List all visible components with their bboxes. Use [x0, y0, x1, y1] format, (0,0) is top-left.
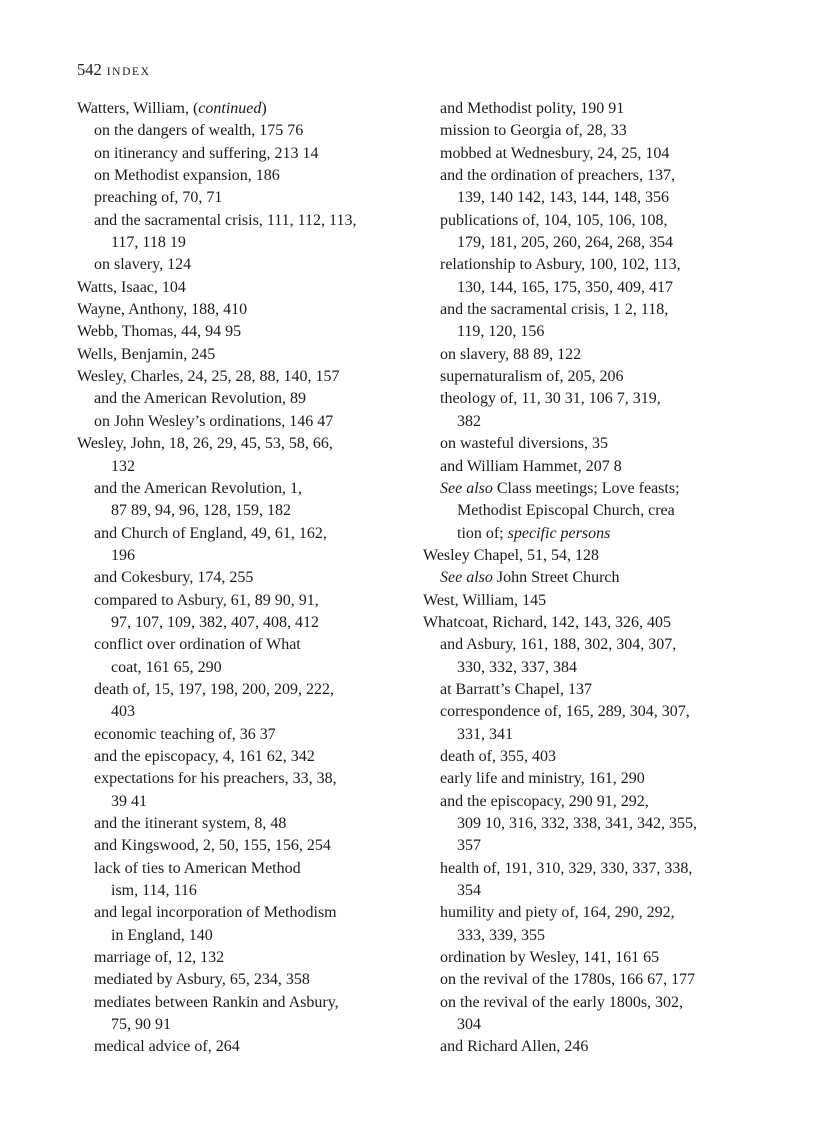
index-entry [423, 545, 763, 567]
index-entry [77, 456, 417, 478]
index-entry [77, 791, 417, 813]
index-column-left [77, 98, 417, 1059]
index-entry [77, 880, 417, 902]
index-entry-text: 333, 339, 355 [457, 926, 545, 944]
index-entry [77, 98, 417, 120]
index-entry [423, 232, 763, 254]
index-entry [77, 299, 417, 321]
index-entry [423, 321, 763, 343]
index-entry-text: medical advice of, 264 [94, 1038, 240, 1056]
index-entry [77, 1036, 417, 1058]
index-entry-text: 117, 118 19 [111, 234, 186, 252]
index-entry [423, 768, 763, 790]
index-entry-text: Watters, William, ( [77, 100, 199, 117]
index-entry [423, 299, 763, 321]
index-entry [77, 992, 417, 1014]
index-entry-text: and legal incorporation of Methodism [94, 904, 337, 922]
index-entry [423, 634, 763, 656]
index-entry [77, 277, 417, 299]
index-entry-text: on the dangers of wealth, 175 76 [94, 122, 304, 140]
index-entry-text: mediates between Rankin and Asbury, [94, 993, 339, 1011]
index-entry [423, 210, 763, 232]
index-entry-text: humility and piety of, 164, 290, 292, [440, 904, 675, 922]
index-entry [423, 143, 763, 165]
index-entry [77, 634, 417, 656]
index-entry [423, 835, 763, 857]
index-entry-text: and the sacramental crisis, 1 2, 118, [440, 301, 669, 319]
index-entry [423, 590, 763, 612]
index-entry [77, 567, 417, 589]
index-entry-text: 132 [111, 457, 135, 475]
index-entry [423, 612, 763, 634]
index-entry [423, 902, 763, 924]
index-entry-text: 330, 332, 337, 384 [457, 658, 577, 676]
index-entry [77, 411, 417, 433]
index-entry [423, 969, 763, 991]
index-entry-text: and the ordination of preachers, 137, [440, 167, 676, 185]
index-entry-text: Wesley, Charles, 24, 25, 28, 88, 140, 157 [77, 368, 340, 386]
index-entry-text: 39 41 [111, 792, 147, 810]
index-entry [423, 478, 763, 500]
index-entry [77, 679, 417, 701]
index-entry [423, 724, 763, 746]
index-entry [423, 98, 763, 120]
index-entry-text: 119, 120, 156 [457, 323, 545, 341]
index-entry [423, 254, 763, 276]
index-entry-text: and the itinerant system, 8, 48 [94, 815, 287, 832]
index-entry-text: publications of, 104, 105, 106, 108, [440, 211, 668, 229]
index-entry-text: Class meetings; Love feasts; [492, 479, 680, 497]
index-entry-text: 97, 107, 109, 382, 407, 408, 412 [111, 613, 319, 631]
index-entry-text: on slavery, 88 89, 122 [440, 345, 582, 363]
index-entry-text: economic teaching of, 36 37 [94, 725, 276, 743]
index-entry [423, 1036, 763, 1058]
index-entry-text: and Kingswood, 2, 50, 155, 156, 254 [94, 837, 331, 855]
page-number: 542 [77, 60, 102, 79]
index-entry-text: preaching of, 70, 71 [94, 189, 223, 207]
index-entry-text: mission to Georgia of, 28, 33 [440, 122, 627, 140]
index-entry-text: ) [261, 100, 267, 117]
index-entry-text: on wasteful diversions, 35 [440, 435, 608, 453]
index-entry [423, 746, 763, 768]
index-entry-text: 403 [111, 703, 135, 721]
index-entry-text: 354 [457, 882, 481, 900]
index-entry-text: 87 89, 94, 96, 128, 159, 182 [111, 502, 291, 520]
index-entry-text: mobbed at Wednesbury, 24, 25, 104 [440, 144, 670, 162]
index-entry [423, 701, 763, 723]
index-entry [77, 254, 417, 276]
index-entry [423, 344, 763, 366]
index-entry [77, 813, 417, 835]
index-entry [77, 187, 417, 209]
index-entry [423, 456, 763, 478]
index-entry [423, 366, 763, 388]
index-entry-text: early life and ministry, 161, 290 [440, 770, 645, 788]
index-entry [77, 590, 417, 612]
index-entry-text: 75, 90 91 [111, 1016, 171, 1034]
index-entry [77, 768, 417, 790]
index-entry-text: ordination by Wesley, 141, 161 65 [440, 949, 660, 967]
index-entry-italic-text: See also [440, 479, 493, 497]
index-entry-text: theology of, 11, 30 31, 106 7, 319, [440, 390, 661, 408]
index-entry-text: lack of ties to American Method [94, 859, 301, 877]
index-entry [77, 500, 417, 522]
index-entry-text: and the episcopacy, 4, 161 62, 342 [94, 747, 315, 765]
index-entry [77, 925, 417, 947]
index-entry [77, 523, 417, 545]
index-entry [77, 947, 417, 969]
index-entry [77, 902, 417, 924]
index-column-right [423, 98, 763, 1059]
index-entry [423, 791, 763, 813]
index-entry [423, 925, 763, 947]
index-entry-text: 196 [111, 546, 135, 564]
index-entry-text: on slavery, 124 [94, 256, 192, 274]
index-entry-text: compared to Asbury, 61, 89 90, 91, [94, 591, 319, 609]
index-entry [423, 813, 763, 835]
index-entry-text: 304 [457, 1016, 481, 1034]
index-entry-text: on John Wesley’s ordinations, 146 47 [94, 412, 334, 430]
index-entry [77, 657, 417, 679]
index-entry-text: tion of; [457, 524, 508, 542]
index-entry [423, 388, 763, 410]
index-entry-italic-text: continued [198, 100, 262, 117]
index-entry-text: and the American Revolution, 1, [94, 479, 302, 497]
index-entry-text: death of, 355, 403 [440, 747, 556, 765]
index-entry [423, 992, 763, 1014]
index-entry [77, 478, 417, 500]
index-entry [77, 366, 417, 388]
index-entry-text: Wesley, John, 18, 26, 29, 45, 53, 58, 66, [77, 435, 333, 453]
index-entry-text: and the American Revolution, 89 [94, 390, 306, 408]
index-entry [423, 679, 763, 701]
index-entry-text: and the episcopacy, 290 91, 292, [440, 792, 649, 810]
index-entry-text: and Church of England, 49, 61, 162, [94, 524, 327, 542]
index-entry-text: supernaturalism of, 205, 206 [440, 368, 624, 386]
index-entry-text: Wayne, Anthony, 188, 410 [77, 301, 248, 319]
index-entry-text: health of, 191, 310, 329, 330, 337, 338, [440, 859, 693, 877]
index-entry [423, 277, 763, 299]
index-entry [423, 1014, 763, 1036]
index-entry [77, 143, 417, 165]
index-entry-text: West, William, 145 [423, 591, 547, 609]
index-entry [77, 120, 417, 142]
index-entry-italic-text: See also [440, 569, 493, 587]
index-entry [77, 746, 417, 768]
index-entry [423, 657, 763, 679]
index-entry-text: on itinerancy and suffering, 213 14 [94, 144, 319, 162]
index-entry [423, 523, 763, 545]
index-entry [77, 165, 417, 187]
index-entry [77, 344, 417, 366]
index-entry-text: at Barratt’s Chapel, 137 [440, 680, 592, 698]
index-entry-text: and the sacramental crisis, 111, 112, 113, [94, 211, 357, 229]
index-entry-text: 139, 140 142, 143, 144, 148, 356 [457, 189, 669, 207]
index-entry [423, 165, 763, 187]
index-entry-text: 357 [457, 837, 481, 855]
index-entry [77, 724, 417, 746]
index-entry [423, 411, 763, 433]
index-entry-text: expectations for his preachers, 33, 38, [94, 770, 337, 788]
index-entry [77, 545, 417, 567]
index-entry-text: relationship to Asbury, 100, 102, 113, [440, 256, 681, 274]
running-head: INDEX [106, 66, 151, 78]
index-entry-text: Wells, Benjamin, 245 [77, 345, 216, 363]
index-entry [77, 835, 417, 857]
index-entry-text: and William Hammet, 207 8 [440, 457, 622, 475]
index-entry-text: Webb, Thomas, 44, 94 95 [77, 323, 242, 341]
index-entry-text: John Street Church [492, 569, 620, 587]
index-entry [77, 858, 417, 880]
index-entry-text: and Richard Allen, 246 [440, 1038, 589, 1056]
index-entry-text: Methodist Episcopal Church, crea [457, 502, 675, 520]
index-entry-text: and Cokesbury, 174, 255 [94, 569, 254, 587]
index-entry-text: correspondence of, 165, 289, 304, 307, [440, 703, 690, 721]
index-entry-text: 179, 181, 205, 260, 264, 268, 354 [457, 234, 673, 252]
index-entry [423, 858, 763, 880]
index-entry-text: mediated by Asbury, 65, 234, 358 [94, 971, 310, 989]
index-entry [77, 969, 417, 991]
index-entry [77, 232, 417, 254]
index-entry-text: 130, 144, 165, 175, 350, 409, 417 [457, 278, 673, 296]
index-entry-text: conflict over ordination of What [94, 636, 301, 654]
index-entry [423, 567, 763, 589]
index-entry [77, 612, 417, 634]
index-entry [423, 433, 763, 455]
index-entry-text: ism, 114, 116 [111, 882, 197, 900]
index-entry-text: coat, 161 65, 290 [111, 658, 222, 676]
page-header [77, 60, 151, 82]
index-entry-text: marriage of, 12, 132 [94, 949, 225, 967]
index-entry-text: on the revival of the early 1800s, 302, [440, 993, 684, 1011]
index-entry-text: and Asbury, 161, 188, 302, 304, 307, [440, 636, 677, 654]
index-entry [77, 321, 417, 343]
index-entry-text: 382 [457, 412, 481, 430]
index-entry [77, 388, 417, 410]
index-entry-text: on the revival of the 1780s, 166 67, 177 [440, 971, 696, 989]
index-entry [423, 947, 763, 969]
index-entry-text: Watts, Isaac, 104 [77, 278, 186, 296]
index-entry-text: on Methodist expansion, 186 [94, 167, 280, 185]
index-entry-text: 331, 341 [457, 725, 513, 743]
index-entry-text: 309 10, 316, 332, 338, 341, 342, 355, [457, 815, 697, 832]
index-entry-text: death of, 15, 197, 198, 200, 209, 222, [94, 680, 334, 698]
index-entry [423, 500, 763, 522]
index-entry [77, 433, 417, 455]
index-entry-text: in England, 140 [111, 926, 213, 944]
index-entry [423, 120, 763, 142]
index-entry [423, 880, 763, 902]
index-entry [77, 1014, 417, 1036]
index-entry-italic-text: specific persons [507, 524, 611, 542]
index-entry-text: and Methodist polity, 190 91 [440, 100, 625, 117]
index-entry [77, 210, 417, 232]
index-entry-text: Wesley Chapel, 51, 54, 128 [423, 546, 600, 564]
index-entry [77, 701, 417, 723]
index-entry [423, 187, 763, 209]
index-entry-text: Whatcoat, Richard, 142, 143, 326, 405 [423, 613, 671, 631]
